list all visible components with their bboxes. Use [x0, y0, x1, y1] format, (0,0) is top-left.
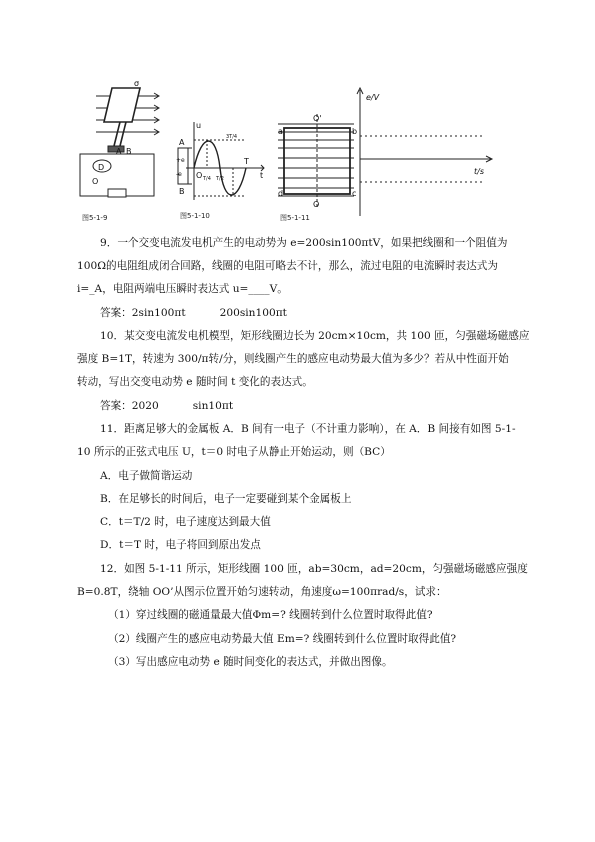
fig10-label-u: u — [196, 121, 202, 130]
q11-line-2: 10 所示的正弦式电压 U，t＝0 时电子从静止开始运动，则（BC） — [77, 446, 391, 458]
fig10-label-A: A — [179, 138, 185, 147]
figure-caption-11: 图5-1-11 — [280, 214, 310, 222]
q9-line-1: 9．一个交变电流发电机产生的电动势为 e=200sin100πtV，如果把线圈和一个阻值为 — [100, 237, 508, 249]
fig10-label-plus-e: +e — [176, 157, 185, 164]
fig10-label-t: t — [260, 171, 264, 180]
q11-option-b: B．在足够长的时间后，电子一定要碰到某个金属板上 — [100, 493, 352, 505]
q11-option-c: C．t＝T/2 时，电子速度达到最大值 — [100, 516, 271, 528]
q10-line-3: 转动，写出交变电动势 e 随时间 t 变化的表达式。 — [77, 376, 313, 388]
blank-et-graph — [352, 86, 497, 218]
q10-line-2: 强度 B=1T，转速为 300/π转/分，则线圈产生的感应电动势最大值为多少？若从中性面开始 — [77, 353, 509, 365]
fig9-label-A: A — [116, 147, 122, 156]
answer-value-1: 2sin100πt — [131, 307, 186, 319]
answer-value-2: 200sin100πt — [219, 307, 287, 319]
q9-answer — [100, 306, 287, 320]
figure-5-1-10 — [176, 118, 268, 224]
q11-option-d: D．t＝T 时，电子将回到原出发点 — [100, 539, 261, 551]
q12-sub-3: （3）写出感应电动势 e 随时间变化的表达式，并做出图像。 — [108, 656, 393, 668]
fig10-label-T: T — [244, 157, 249, 166]
answer-value-2: sin10πt — [192, 400, 234, 412]
q11-option-a: A．电子做简谐运动 — [100, 470, 193, 482]
fig10-label-T2: T/2 — [216, 176, 224, 182]
fig11-label-c: c — [352, 189, 357, 198]
q12-sub-2: （2）线圈产生的感应电动势最大值 Em=? 线圈转到什么位置时取得此值? — [108, 633, 457, 645]
fig11-label-O-prime: O' — [313, 114, 322, 123]
fig11-label-d: d — [278, 189, 284, 198]
fig11-label-a: a — [278, 127, 283, 136]
q12-line-1: 12．如图 5-1-11 所示，矩形线圈 100 匝，ab=30cm，ad=20cm，匀强磁场磁感应强度 — [100, 563, 528, 575]
q12-sub-1: （1）穿过线圈的磁通量最大值Φm=? 线圈转到什么位置时取得此值? — [108, 609, 433, 621]
graph-x-label: t/s — [474, 167, 484, 176]
fig11-label-O: O — [313, 200, 320, 209]
q9-line-2: 100Ω的电阻组成闭合回路，线圈的电阻可略去不计，那么，流过电阻的电流瞬时表达式为 — [77, 260, 498, 272]
figure-caption-10: 图5-1-10 — [180, 212, 210, 220]
fig10-label-T4: T/4 — [203, 176, 211, 182]
answer-value-1: 2020 — [131, 400, 159, 412]
answer-label: 答案： — [100, 400, 132, 412]
figure-5-1-9 — [76, 78, 176, 223]
q11-line-1: 11．距离足够大的金属板 A．B 间有一电子（不计重力影响），在 A．B 间接有如图 5-1- — [100, 423, 516, 435]
fig11-label-b: b — [352, 127, 358, 136]
fig10-label-O: O — [196, 171, 203, 180]
q9-line-3: i=_A，电阻两端电压瞬时表达式 u=____V。 — [77, 283, 288, 295]
figure-caption-9: 图5-1-9 — [82, 214, 108, 222]
graph-y-label: e/V — [366, 93, 380, 102]
figure-5-1-11 — [276, 112, 360, 224]
q10-answer — [100, 399, 233, 413]
fig9-sigma: σ — [134, 79, 140, 88]
fig9-label-B: B — [126, 147, 132, 156]
fig10-label-T34: 3T/4 — [226, 134, 238, 140]
fig10-label-B: B — [179, 187, 185, 196]
fig10-label-minus-e: -e — [176, 171, 182, 178]
q12-line-2: B=0.8T，绕轴 OO’从图示位置开始匀速转动，角速度ω=100πrad/s，试求： — [77, 586, 447, 598]
q10-line-1: 10．某交变电流发电机模型，矩形线圈边长为 20cm×10cm，共 100 匝，匀强磁场磁感应 — [100, 330, 530, 342]
fig9-label-D: D — [98, 163, 105, 172]
fig9-label-O: O — [92, 177, 99, 186]
answer-label: 答案： — [100, 307, 132, 319]
